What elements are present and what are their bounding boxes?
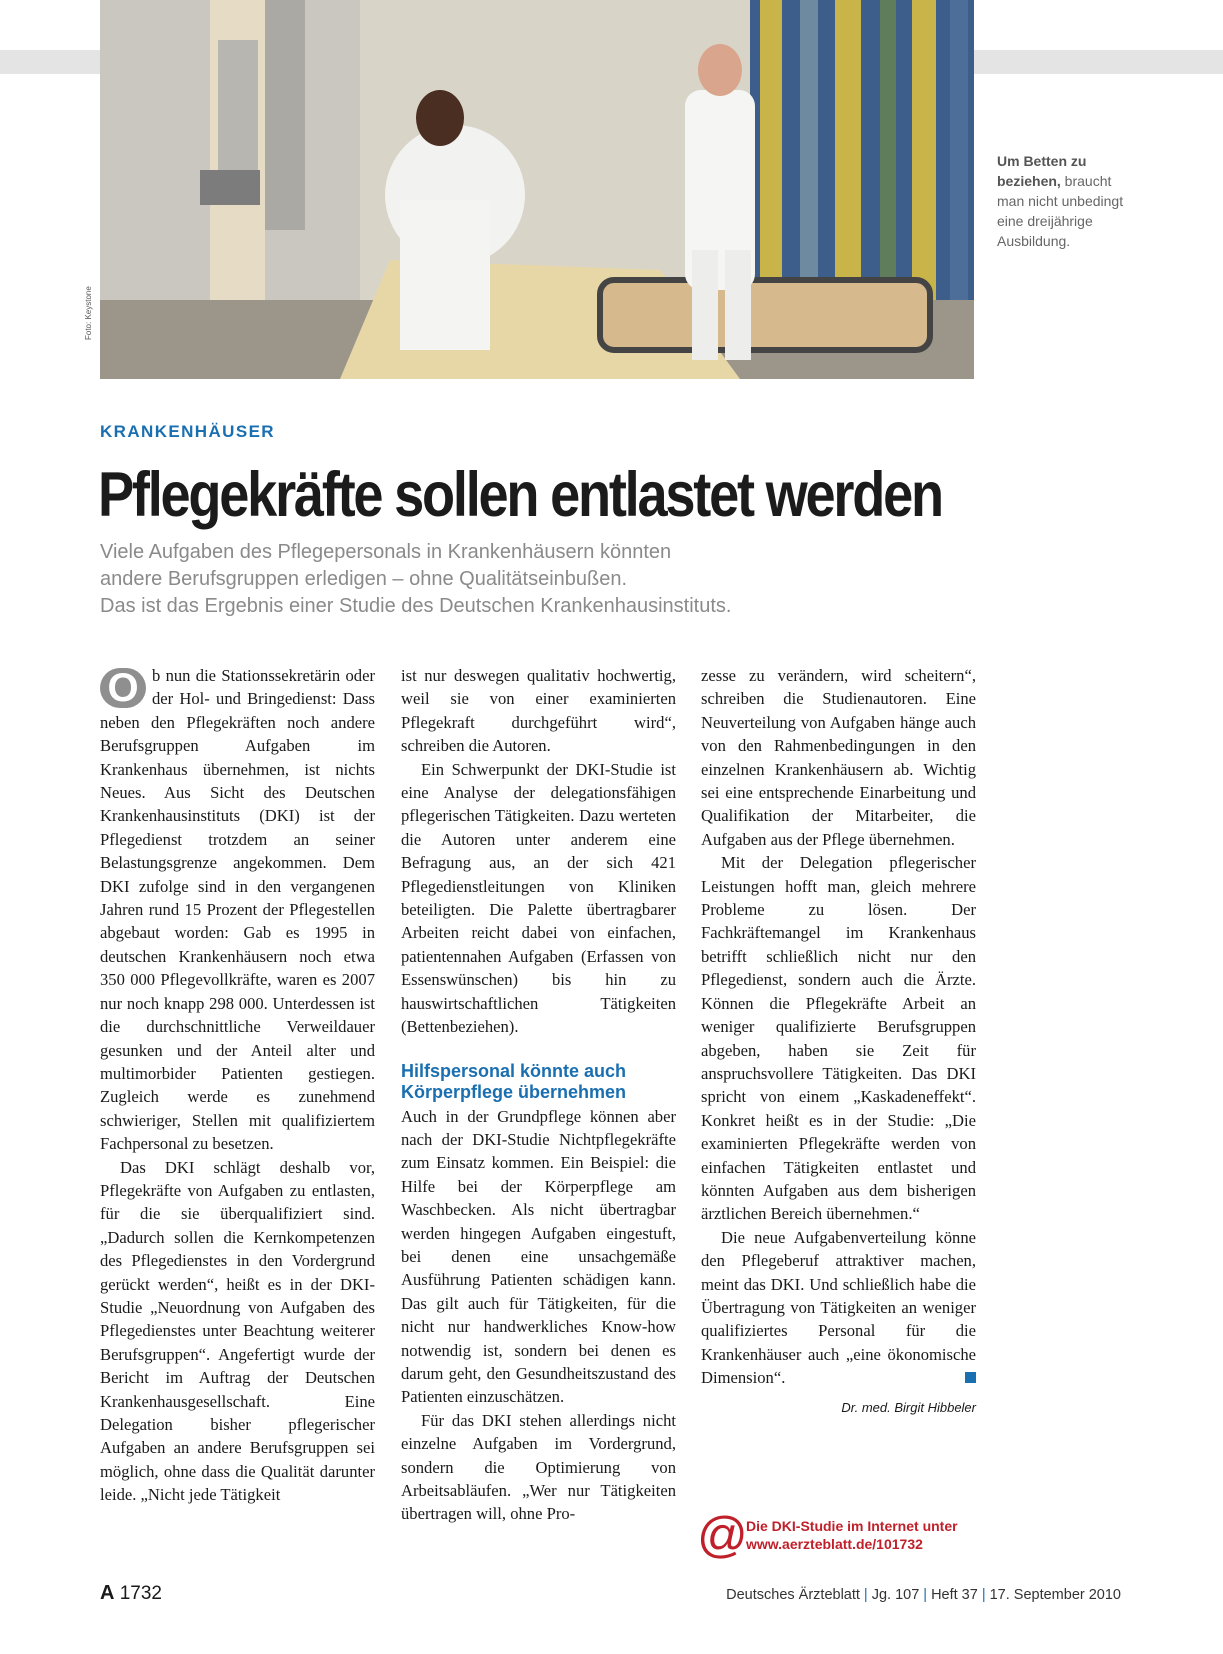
- journal-name: Deutsches Ärzteblatt: [726, 1587, 860, 1603]
- paragraph: [100, 664, 375, 1156]
- page-prefix: A: [100, 1582, 115, 1604]
- photo-caption: [997, 151, 1127, 251]
- paragraph: ist nur deswegen qualitativ hochwertig, weil sie von einer examinierten Pflegekraft durchgeführt wird“, schreiben die Autoren.: [401, 666, 676, 756]
- author-byline: Dr. med. Birgit Hibbeler: [841, 1399, 976, 1415]
- journal-date: 17. September 2010: [989, 1587, 1121, 1603]
- article-column-3: [701, 664, 976, 1419]
- section-kicker: KRANKENHÄUSER: [100, 422, 275, 441]
- caption-lead: Um Betten zu beziehen,: [997, 153, 1087, 189]
- page-number-value: 1732: [119, 1583, 163, 1604]
- paragraph: Ein Schwerpunkt der DKI-Studie ist eine Analyse der delegationsfähigen pflegerischen Tätigkeiten. Dazu werteten die Autoren unter anderem eine Befragung aus, an der sich 421 Pflegedienstleitungen von Kliniken beteiligten. Die Palette übertragbarer Arbeiten reicht dabei von einfachen, patientennahen Aufgaben (Erfassen von Essenswünschen) bis hin zu hauswirtschaftlichen Tätigkeiten (Bettenbeziehen).: [401, 759, 676, 1037]
- article-photo: [100, 0, 974, 379]
- lede-line: Das ist das Ergebnis einer Studie des Deutschen Krankenhausinstituts.: [100, 595, 732, 617]
- photo-credit: Foto: Keystone: [84, 286, 93, 340]
- journal-volume: Jg. 107: [871, 1587, 920, 1603]
- web-link-box[interactable]: [697, 1507, 977, 1563]
- paragraph: zesse zu verändern, wird scheitern“, schreiben die Studienautoren. Eine Neuverteilung von Aufgaben hänge auch von den Rahmenbedingungen in den einzelnen Krankenhäusern ab. Wichtig sei eine entsprechende Einarbeitung und Qualifikation der Mitarbeiter, die Aufgaben aus der Pflege übernehmen.: [701, 666, 976, 849]
- page-number: [100, 1582, 162, 1605]
- lede: [100, 539, 980, 620]
- journal-footer: [726, 1587, 1121, 1603]
- divider: |: [981, 1587, 986, 1603]
- article-column-2: [401, 664, 676, 1526]
- article-column-1: [100, 664, 375, 1507]
- hospital-room-illustration: [100, 0, 974, 379]
- paragraph: Mit der Delegation pflegerischer Leistungen hofft man, gleich mehrere Probleme zu lösen. Der Fachkräftemangel im Krankenhaus betrifft schließlich nicht nur den Pflegedienst, sondern auch die Ärzte. Können die Pflegekräfte Arbeit an weniger qualifizierte Berufsgruppen abgeben, haben sie Zeit für anspruchsvollere Tätigkeiten. Das DKI spricht von einem „Kaskadeneffekt“. Konkret heißt es in der Studie: „Die examinierten Pflegekräfte werden von einfachen Tätigkeiten entlastet und könnten Aufgaben aus dem bisherigen ärztlichen Bereich übernehmen.“: [701, 853, 976, 1224]
- caption-text: braucht man nicht unbedingt eine dreijährige Ausbildung.: [997, 173, 1124, 249]
- lede-line: Viele Aufgaben des Pflegepersonals in Krankenhäusern könnten: [100, 541, 672, 563]
- paragraph-text: Die neue Aufgabenverteilung könne den Pflegeberuf attraktiver machen, meint das DKI. Und schließlich habe die Übertragung von Tätigkeiten an weniger qualifiziertes Personal für die Krankenhäuser auch „eine ökonomische Dimension“.: [701, 1227, 976, 1388]
- drop-cap: O: [100, 668, 146, 708]
- paragraph: Auch in der Grundpflege können aber nach der DKI-Studie Nichtpflegekräfte zum Einsatz kommen. Ein Beispiel: die Hilfe bei der Körperpflege am Waschbecken. Als nicht übertragbar werden hingegen Aufgaben eingestuft, bei denen eine unsachgemäße Ausführung Patienten schädigen kann. Das gilt auch für Tätigkeiten, für die nicht nur handwerkliches Know-how notwendig ist, sondern bei denen es darum geht, den Gesundheitszustand des Patienten einzuschätzen.: [401, 1106, 676, 1407]
- web-link-label: Die DKI-Studie im Internet unter: [746, 1518, 958, 1534]
- at-sign-icon: @: [697, 1507, 748, 1563]
- headline: Pflegekräfte sollen entlastet werden: [98, 460, 942, 530]
- paragraph: [701, 1226, 976, 1390]
- end-mark-icon: [965, 1372, 976, 1383]
- paragraph: Für das DKI stehen allerdings nicht einzelne Aufgaben im Vordergrund, sondern die Optimierung von Arbeitsabläufen. „Wer nur Tätigkeiten übertragen will, ohne Pro-: [401, 1410, 676, 1524]
- paragraph-text: b nun die Stationssekretärin oder der Hol- und Bringedienst: Dass neben den Pflegekräften noch andere Berufsgruppen Aufgaben im Krankenhaus übernehmen, ist nichts Neues. Aus Sicht des Deutschen Krankenhausinstituts (DKI) ist der Pflegedienst trotzdem an seiner Belastungsgrenze angekommen. Dem DKI zufolge sind in den vergangenen Jahren rund 15 Prozent der Pflegestellen abgebaut worden: Gab es 1995 in deutschen Krankenhäusern noch etwa 350 000 Pflegevollkräfte, waren es 2007 nur noch knapp 298 000. Unterdessen ist die durchschnittliche Verweildauer gesunken und der Anteil alter und multimorbider Patienten gestiegen. Zugleich werde es zunehmend schwieriger, Stellen mit qualifiziertem Fachpersonal zu besetzen.: [100, 666, 375, 1154]
- lede-line: andere Berufsgruppen erledigen – ohne Qualitätseinbußen.: [100, 568, 628, 590]
- web-link-url[interactable]: www.aerzteblatt.de/101732: [746, 1536, 923, 1552]
- journal-issue: Heft 37: [931, 1587, 978, 1603]
- paragraph: Das DKI schlägt deshalb vor, Pflegekräfte von Aufgaben zu entlasten, für die sie überqualifiziert sind. „Dadurch sollen die Kernkompetenzen des Pflegedienstes in den Vordergrund gerückt werden“, heißt es in der DKI-Studie „Neuordnung von Aufgaben des Pflegedienstes unter Beachtung weiterer Berufsgruppen“. Angefertigt wurde der Bericht im Auftrag der Deutschen Krankenhausgesellschaft. Eine Delegation bisher pflegerischer Aufgaben an andere Berufsgruppen sei möglich, ohne dass die Qualität darunter leide. „Nicht jede Tätigkeit: [100, 1157, 375, 1505]
- divider: |: [863, 1587, 868, 1603]
- subheading: Hilfspersonal könnte auch Körperpflege übernehmen: [401, 1060, 627, 1102]
- divider: |: [923, 1587, 928, 1603]
